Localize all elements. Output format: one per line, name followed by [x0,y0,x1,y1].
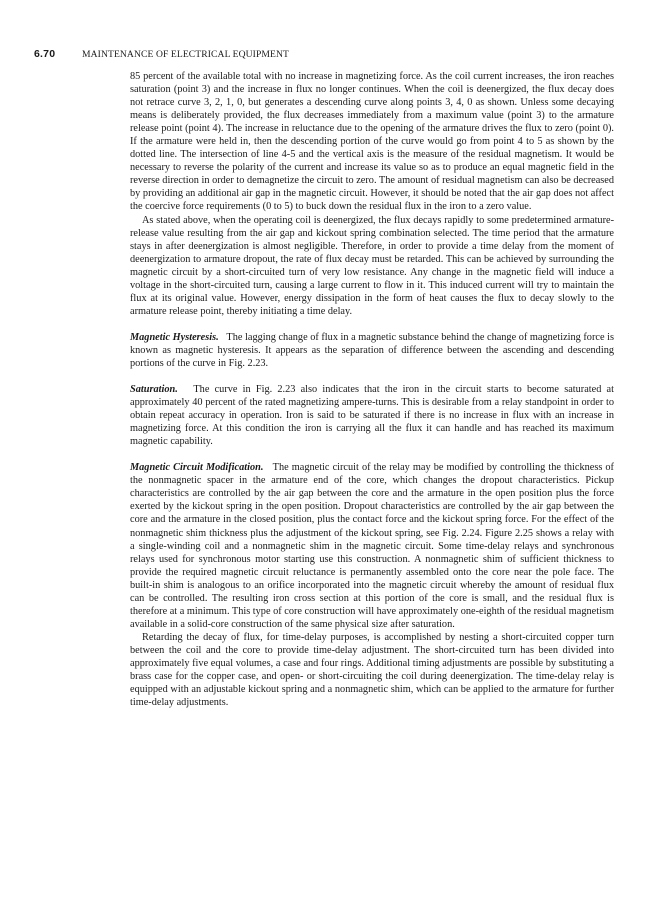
text-saturation: The curve in Fig. 2.23 also indicates that the iron in the circuit starts to become saturated at approximately 40 percent of the rated magnetizing ampere-turns. This is desirable from a relay standpoint in order to obtain repeat accuracy in operation. Iron is said to be saturated if there is no increase in flux with an increase in magnetizing force. At this condition the iron is carrying all the flux it can handle and has reached its maximum magnetic capability. [130,384,614,448]
paragraph-time-delay-adjustment: Retarding the decay of flux, for time-delay purposes, is accomplished by nesting a short-circuited copper turn between the coil and the core to provide time-delay adjustment. The short-circuited turn has been divided into approximately five equal volumes, a case and four rings. Additional timing adjustments are possible by substituting a brass case for the copper case, and open- or short-circuiting the coil during deenergization. The time-delay relay is equipped with an adjustable kickout spring and a nonmagnetic shim, which can be applied to the armature for further time-delay adjustments. [130,631,614,709]
body-text [130,70,614,709]
heading-saturation: Saturation. [130,384,178,396]
text-magnetic-hysteresis: The lagging change of flux in a magnetic substance behind the change of magnetizing force is known as magnetic hysteresis. It appears as the separation of difference between the ascending and descending portions of the curve in Fig. 2.23. [130,331,614,369]
page-number: 6.70 [34,48,56,60]
section-magnetic-circuit-modification [130,461,614,631]
text-magnetic-circuit-modification: The magnetic circuit of the relay may be modified by controlling the thickness of the nonmagnetic spacer in the armature end of the core, which changes the dropout characteristics. Pickup characteristics are controlled by the air gap between the core and the armature in the open position plus the force exerted by the kickout spring in the open position. Dropout characteristics are controlled by the air gap between the core and the armature in the closed position, plus the contact force and the kickout spring force. For the effect of the nonmagnetic shim thickness plus the adjustment of the kickout spring, see Fig. 2.24. Figure 2.25 shows a relay with a single-winding coil and a nonmagnetic shim in the magnetic circuit. Some time-delay relays and synchronous relays used for synchronous motor starting use this construction. A nonmagnetic shim of sufficient thickness to provide the required magnetic circuit reluctance is permanently assembled onto the core near the pole face. The built-in shim is analogous to an orifice incorporated into the magnetic circuit whereby the amount of residual flux can be controlled. The resulting iron cross section at this portion of the core is small, and the residual flux is therefore at a minimum. This type of core construction will have approximately one-eighth of the residual magnetism available in a solid-core construction of the same physical size after saturation. [130,462,614,630]
page-header [34,47,622,61]
section-magnetic-hysteresis [130,331,614,370]
paragraph-residual-magnetism: 85 percent of the available total with no increase in magnetizing force. As the coil current increases, the iron reaches saturation (point 3) and the increase in flux no longer continues. When the coil is deenergized, the flux decay does not retrace curve 3, 2, 1, 0, but generates a descending curve along points 3, 4, 0 as shown. Unless some decaying means is deliberately provided, the flux decreases immediately from a maximum value (point 3) to the armature release point (point 4). The increase in reluctance due to the opening of the armature drives the flux to zero (point 0). If the armature were held in, then the descending portion of the curve would go from point 4 to 5 as shown by the dotted line. The intersection of line 4-5 and the vertical axis is the measure of the residual magnetism. It would be necessary to reverse the polarity of the current and increase its value so as to produce an equal magnetic field in the reverse direction in order to demagnetize the circuit to zero. The amount of residual magnetism can also be decreased by providing an additional air gap in the magnetic circuit. However, it should be noted that the air gap does not affect the coercive force requirements (0 to 5) to buck down the residual flux in the iron to a zero value. [130,71,614,213]
heading-magnetic-hysteresis: Magnetic Hysteresis. [130,331,219,343]
section-saturation [130,383,614,448]
heading-magnetic-circuit-modification: Magnetic Circuit Modification. [130,462,264,474]
paragraph-flux-decay: As stated above, when the operating coil is deenergized, the flux decays rapidly to some predetermined armature-release value resulting from the air gap and kickout spring combination selected. The time period that the armature stays in after deenergization is almost negligible. Therefore, in order to provide a time delay from the moment of deenergization to armature dropout, the rate of flux decay must be retarded. This can be achieved by surrounding the magnetic circuit by a short-circuited turn of very low resistance. Any change in the magnetic field will induce a voltage in the short-circuited turn, causing a large current to flow in it. This induced current will try to maintain the flux at its original value. However, energy dissipation in the form of heat causes the flux to decay slowly to the armature release point, thereby initiating a time delay. [130,214,614,317]
running-title: MAINTENANCE OF ELECTRICAL EQUIPMENT [82,49,289,60]
